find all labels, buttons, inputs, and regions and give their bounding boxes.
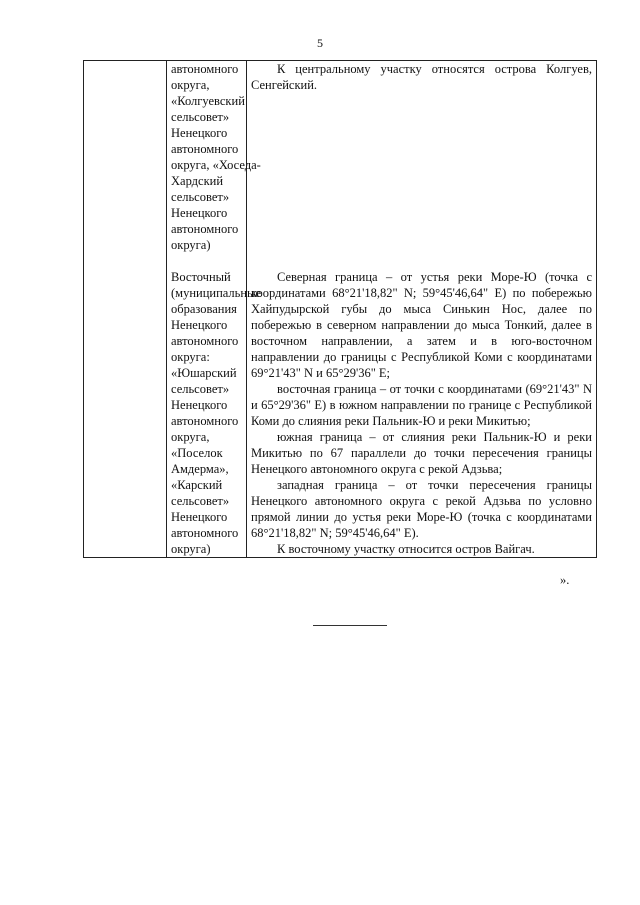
boundary-description-cell [247,61,597,254]
end-divider-line [313,625,387,626]
region-line: Ненецкого [171,510,228,524]
boundary-paragraph: западная граница – от точки пересечения границы Ненецкого автономного округа с рекой Адзьва по условно прямой линии до устья реки Море-Ю (точка с координатами 68°21'18,82" N; 59°45'46,64" E). [251,478,592,540]
table-row [84,253,597,558]
region-line: «Карский [171,478,223,492]
region-line: автономного [171,142,239,156]
region-line: Ненецкого [171,126,228,140]
closing-quote: ». [560,573,570,587]
region-line: автономного [171,62,239,76]
region-line: автономного [171,222,239,236]
region-line: Ненецкого [171,398,228,412]
region-line: Хардский [171,174,224,188]
region-line: образования [171,302,237,316]
region-line: автономного [171,334,239,348]
table-cell-empty [84,253,167,558]
region-line: округа, [171,430,210,444]
region-line: (муниципальные [171,286,262,300]
region-line: сельсовет» [171,190,230,204]
region-line: сельсовет» [171,494,230,508]
region-line: округа, [171,78,210,92]
region-line: автономного [171,414,239,428]
region-line: округа, «Хоседа- [171,158,261,172]
region-line: Ненецкого [171,318,228,332]
table-row [84,61,597,254]
region-line: округа) [171,238,211,252]
region-line: округа) [171,542,211,556]
region-line: автономного [171,526,239,540]
boundary-paragraph: южная граница – от слияния реки Пальник-Ю и реки Микитью по 67 параллели до точки пересечения границы Ненецкого автономного округа с рекой Адзьва; [251,430,592,476]
region-name-cell [167,61,261,254]
region-line: Ненецкого [171,206,228,220]
region-line: «Поселок [171,446,223,460]
boundary-description-cell [247,253,597,558]
boundary-paragraph: К восточному участку относится остров Вайгач. [277,542,535,556]
table-cell-empty [84,61,167,254]
page-number: 5 [317,36,323,50]
region-name-cell [167,253,262,558]
region-line: сельсовет» [171,382,230,396]
region-line: «Юшарский [171,366,237,380]
region-line: сельсовет» [171,110,230,124]
region-line: Амдерма», [171,462,229,476]
boundary-paragraph: восточная граница – от точки с координатами (69°21'43" N и 65°29'36" E) в южном направлении по границе с Республикой Коми до слияния реки Пальник-Ю и реки Микитью; [251,382,592,428]
region-line: округа: [171,350,210,364]
regions-table [83,60,597,558]
region-line: Восточный [171,270,231,284]
region-line: «Колгуевский [171,94,245,108]
boundary-paragraph: К центральному участку относятся острова Колгуев, Сенгейский. [251,62,592,92]
boundary-paragraph: Северная граница – от устья реки Море-Ю (точка с координатами 68°21'18,82" N; 59°45'46,64" E) по побережью Хайпудырской губы до мыса Синькин Нос, далее по побережью в северном направлении до мыса Тонкий, далее в восточном направлении, а затем и в юго-восточном направлении до границы с Республикой Коми с координатами 69°21'43" N и 65°29'36" E; [251,270,592,380]
